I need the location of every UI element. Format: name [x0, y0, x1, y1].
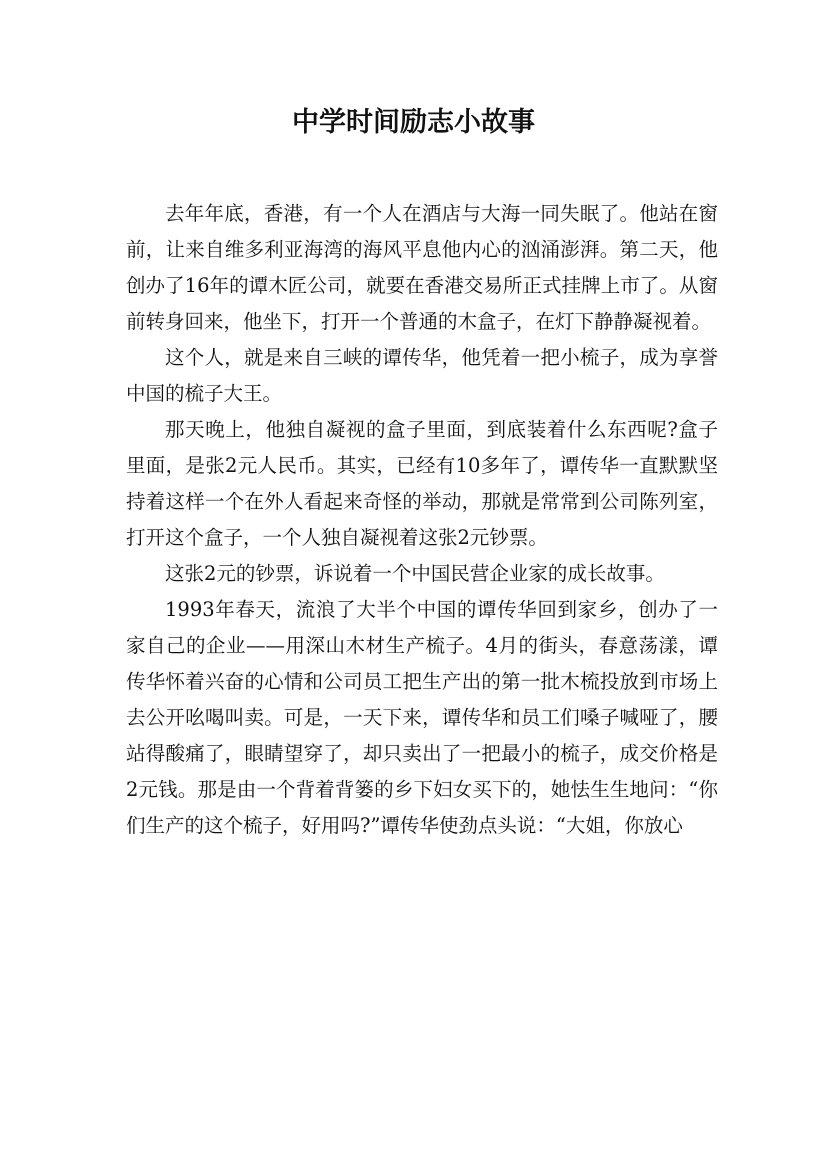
paragraph: 那天晚上，他独自凝视的盒子里面，到底装着什么东西呢?盒子里面，是张2元人民币。其实，已经有10多年了，谭传华一直默默坚持着这样一个在外人看起来奇怪的举动，那就是常常到公司陈列室，打开这个盒子，一个人独自凝视着这张2元钞票。 [126, 418, 718, 549]
paragraph: 去年年底，香港，有一个人在酒店与大海一同失眠了。他站在窗前，让来自维多利亚海湾的海风平息他内心的汹涌澎湃。第二天，他创办了16年的谭木匠公司，就要在香港交易所正式挂牌上市了。从窗前转身回来，他坐下，打开一个普通的木盒子，在灯下静静凝视着。 [126, 202, 718, 333]
paragraph: 1993年春天，流浪了大半个中国的谭传华回到家乡，创办了一家自己的企业——用深山木材生产梳子。4月的街头，春意荡漾，谭传华怀着兴奋的心情和公司员工把生产出的第一批木梳投放到市场上去公开吆喝叫卖。可是，一天下来，谭传华和员工们嗓子喊哑了，腰站得酸痛了，眼睛望穿了，却只卖出了一把最小的梳子，成交价格是2元钱。那是由一个背着背篓的乡下妇女买下的，她怯生生地问：“你们生产的这个梳子，好用吗?”谭传华使劲点头说：“大姐，你放心 [126, 598, 718, 837]
paragraph: 这张2元的钞票，诉说着一个中国民营企业家的成长故事。 [165, 562, 665, 585]
paragraph: 这个人，就是来自三峡的谭传华，他凭着一把小梳子，成为享誉中国的梳子大王。 [126, 346, 718, 405]
document-body [126, 196, 718, 844]
document-title: 中学时间励志小故事 [292, 107, 535, 138]
